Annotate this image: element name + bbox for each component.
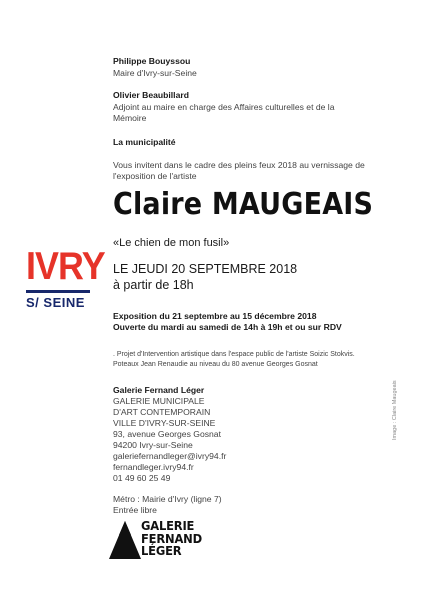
invite-line2: l'exposition de l'artiste <box>113 171 197 181</box>
gallery-logo-line2: FERNAND <box>141 530 202 546</box>
ivry-logo-bar <box>26 290 90 293</box>
opening-date: LE JEUDI 20 SEPTEMBRE 2018 <box>113 262 298 276</box>
ivry-logo-sub: S/ SEINE <box>26 295 85 310</box>
gallery-logo-line3: LÉGER <box>141 543 182 558</box>
host2-role-line2: Mémoire <box>113 113 147 123</box>
gallery-logo-text <box>141 520 202 558</box>
note-line1: . Projet d'Intervention artistique dans l'espace public de l'artiste Soizic Stokvis. <box>113 351 355 358</box>
exhibition-title: «Le chien de mon fusil» <box>113 237 230 249</box>
opening-hours: Ouverte du mardi au samedi de 14h à 19h et ou sur RDV <box>113 322 342 332</box>
host2-role-line1: Adjoint au maire en charge des Affaires culturelles et de la <box>113 102 335 112</box>
gallery-email-link[interactable]: galeriefernandleger@ivry94.fr <box>113 451 227 461</box>
municipality: La municipalité <box>113 137 176 147</box>
ivry-logo-word: IVRY <box>26 245 105 288</box>
gallery-phone: 01 49 60 25 49 <box>113 473 171 483</box>
exhibition-dates: Exposition du 21 septembre au 15 décembre 2018 <box>113 311 317 321</box>
gallery-address: 93, avenue Georges Gosnat <box>113 429 221 439</box>
host1-role: Maire d'Ivry-sur-Seine <box>113 68 197 78</box>
host2-name: Olivier Beaubillard <box>113 90 189 100</box>
note-line2: Poteaux Jean Renaudie au niveau du 80 avenue Georges Gosnat <box>113 361 318 368</box>
gallery-entry: Entrée libre <box>113 505 157 515</box>
artist-name: Claire MAUGEAIS <box>113 187 374 222</box>
gallery-logo-line1: GALERIE <box>141 518 195 533</box>
gallery-metro: Métro : Mairie d'Ivry (ligne 7) <box>113 494 222 504</box>
opening-time: à partir de 18h <box>113 278 194 292</box>
gallery-name: Galerie Fernand Léger <box>113 385 205 395</box>
image-credit: Image : Claire Maugeais <box>392 380 398 440</box>
gallery-line: GALERIE MUNICIPALE <box>113 396 205 406</box>
invite-line1: Vous invitent dans le cadre des pleins feux 2018 au vernissage de <box>113 160 365 170</box>
gallery-city: 94200 Ivry-sur-Seine <box>113 440 193 450</box>
gallery-line: VILLE D'IVRY-SUR-SEINE <box>113 418 216 428</box>
gallery-logo-triangle-icon <box>109 521 141 559</box>
gallery-line: D'ART CONTEMPORAIN <box>113 407 211 417</box>
host1-name: Philippe Bouyssou <box>113 56 191 66</box>
gallery-website-link[interactable]: fernandleger.ivry94.fr <box>113 462 194 472</box>
